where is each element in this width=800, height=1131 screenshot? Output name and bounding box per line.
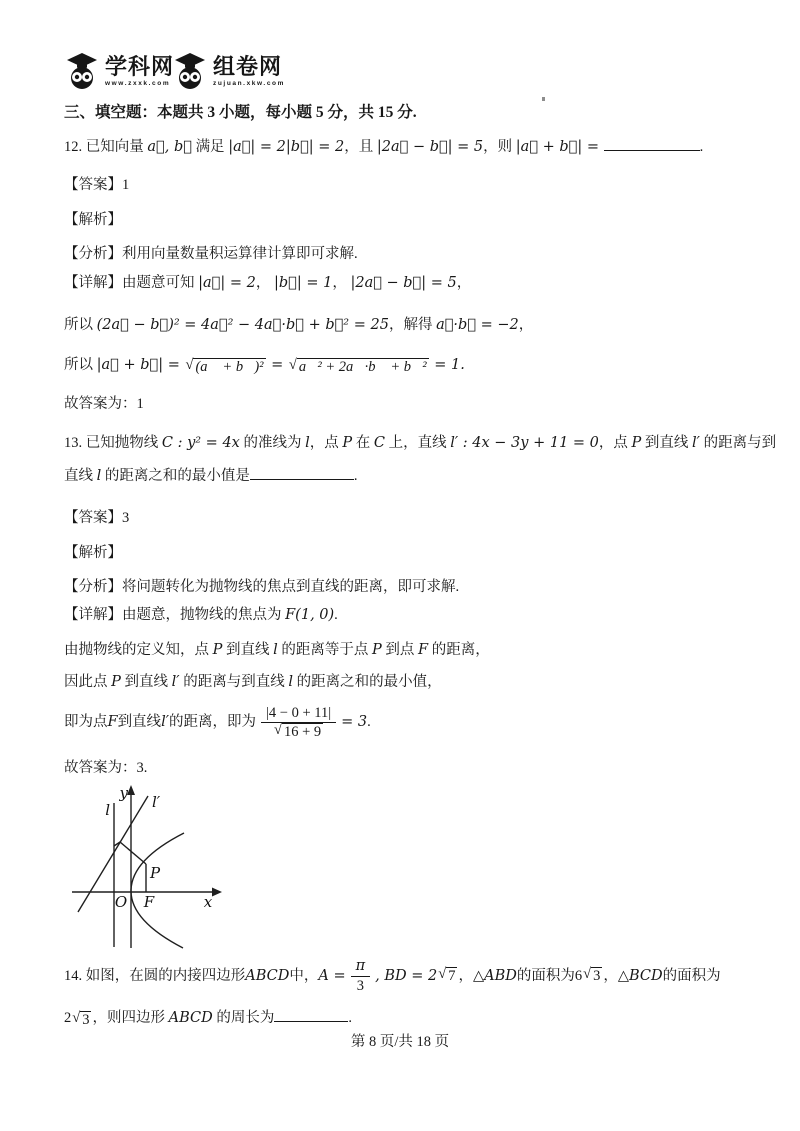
text-segment: 的距离与到直线 bbox=[179, 674, 289, 690]
text-segment: 到直线 bbox=[120, 674, 172, 690]
text-segment: ， bbox=[332, 275, 351, 291]
text-segment: 13. 已知抛物线 bbox=[64, 435, 162, 451]
radical-sign: √ bbox=[273, 721, 282, 738]
radicand: 7 bbox=[448, 968, 456, 985]
text-segment: 中， bbox=[289, 967, 319, 984]
radical bbox=[72, 1011, 91, 1029]
logo-title: 组卷网 bbox=[213, 53, 283, 79]
q12-answer: 【答案】1 bbox=[64, 177, 130, 193]
math-segment: a⃗·b⃗ = −2 bbox=[436, 317, 519, 333]
text-segment: 的距离之和的最小值， bbox=[292, 674, 442, 690]
text-segment: 满足 bbox=[191, 139, 229, 155]
math-segment: 6 bbox=[574, 967, 583, 984]
q13-answer: 【答案】3 bbox=[64, 510, 130, 526]
math-segment: △BCD bbox=[617, 967, 663, 984]
math-segment: |a⃗ + b⃗| = bbox=[515, 139, 604, 155]
text-segment: ，且 bbox=[344, 139, 377, 155]
stray-mark bbox=[542, 97, 545, 101]
text-segment: 的距离之和的最小值是 bbox=[101, 468, 250, 484]
math-segment: F bbox=[107, 713, 118, 730]
text-segment: 到直线 bbox=[222, 642, 274, 658]
radical-sign: √ bbox=[583, 966, 592, 983]
text-segment: . bbox=[334, 607, 338, 623]
math-segment: , BD = 2 bbox=[375, 967, 438, 984]
section-title: 三、填空题：本题共 3 小题，每小题 5 分，共 15 分. bbox=[64, 104, 417, 121]
q13-line2 bbox=[64, 637, 490, 664]
fraction-numerator: π bbox=[351, 957, 371, 976]
text-segment: 上，直线 bbox=[385, 435, 451, 451]
label-x-axis: x bbox=[203, 893, 213, 911]
text-segment: ，则四边形 bbox=[92, 1010, 169, 1026]
q13-fenxi: 【分析】将问题转化为抛物线的焦点到直线的距离，即可求解. bbox=[64, 579, 460, 595]
label-focus-F: F bbox=[143, 893, 155, 911]
radicand: (a⃗ + b⃗)² bbox=[195, 359, 264, 375]
q13-line4 bbox=[64, 700, 371, 744]
q12-step2 bbox=[64, 352, 465, 379]
x-axis-arrow bbox=[212, 888, 222, 897]
q13-line3 bbox=[64, 669, 442, 696]
math-segment: l bbox=[273, 642, 278, 658]
text-segment: 的面积为 bbox=[662, 967, 721, 984]
math-segment: P bbox=[372, 642, 382, 658]
label-point-P: P bbox=[150, 864, 161, 882]
fraction-numerator: |4 − 0 + 11| bbox=[261, 704, 336, 723]
math-segment: l′ bbox=[692, 435, 700, 451]
label-line-l: l bbox=[105, 801, 110, 819]
math-segment: A = bbox=[318, 967, 346, 984]
radical-sign: √ bbox=[288, 357, 297, 373]
text-segment: 【详解】由题意可知 bbox=[64, 275, 199, 291]
fraction bbox=[261, 704, 336, 741]
q13-answer-blank bbox=[250, 465, 354, 480]
math-segment: ABCD bbox=[168, 1010, 213, 1026]
math-segment: P bbox=[111, 674, 121, 690]
q12-step1 bbox=[64, 312, 533, 339]
logo-xuekewang bbox=[64, 52, 174, 90]
text-segment: 所以 bbox=[64, 317, 97, 333]
q12-jiexi: 【解析】 bbox=[64, 212, 122, 228]
math-segment: P bbox=[212, 642, 223, 658]
radicand: 3 bbox=[593, 968, 601, 985]
q13-stem-line2 bbox=[64, 463, 358, 490]
text-segment: . bbox=[353, 468, 358, 484]
math-segment: a⃗, b⃗ bbox=[147, 139, 192, 155]
text-segment: . bbox=[348, 1010, 352, 1026]
radical bbox=[289, 358, 429, 376]
q13-figure bbox=[66, 784, 224, 956]
math-segment: l′ bbox=[171, 674, 180, 690]
q14-answer-blank bbox=[274, 1007, 348, 1022]
math-segment: l′ bbox=[161, 713, 169, 730]
q13-detail bbox=[64, 602, 338, 629]
text-segment: . bbox=[367, 713, 371, 730]
math-segment: |2a⃗ − b⃗| = 5 bbox=[376, 139, 484, 155]
radical bbox=[583, 967, 602, 985]
math-segment: |a⃗ + b⃗| = bbox=[96, 357, 185, 373]
radicand: a⃗² + 2a⃗·b⃗ + b⃗² bbox=[298, 359, 427, 375]
label-y-axis: y bbox=[119, 784, 128, 802]
text-segment: 到直线 bbox=[117, 713, 162, 730]
text-segment: ，解得 bbox=[388, 317, 437, 333]
logo-subtitle: www.zxxk.com bbox=[105, 80, 171, 88]
owl-cap-icon bbox=[64, 52, 100, 90]
text-segment: ， bbox=[456, 275, 472, 291]
math-segment: |2a⃗ − b⃗| = 5 bbox=[350, 275, 457, 291]
text-segment: ，则 bbox=[483, 139, 516, 155]
text-segment: ，点 bbox=[598, 435, 632, 451]
text-segment: 的距离等于点 bbox=[277, 642, 373, 658]
radical bbox=[438, 967, 457, 985]
radical bbox=[274, 723, 323, 741]
math-segment: = bbox=[266, 357, 288, 373]
text-segment: 即为点 bbox=[64, 713, 108, 730]
label-line-l-prime: l′ bbox=[152, 793, 161, 811]
radical-sign: √ bbox=[438, 966, 447, 983]
math-segment: △ABD bbox=[472, 967, 517, 984]
math-segment: l′ : 4x − 3y + 11 = 0 bbox=[450, 435, 599, 451]
math-segment: l bbox=[305, 435, 310, 451]
text-segment: 所以 bbox=[64, 357, 97, 373]
math-segment: C : y² = 4x bbox=[161, 435, 240, 451]
radical bbox=[185, 358, 265, 376]
fraction-denominator bbox=[268, 723, 329, 741]
text-segment: 直线 bbox=[64, 468, 97, 484]
text-segment: 到点 bbox=[381, 642, 419, 658]
text-segment: ， bbox=[603, 967, 618, 984]
text-segment: ， bbox=[518, 317, 534, 333]
math-segment: = 1. bbox=[429, 357, 465, 373]
math-segment: P bbox=[631, 435, 642, 451]
q14-stem-line1 bbox=[64, 953, 721, 999]
math-segment: l bbox=[288, 674, 293, 690]
fraction-denominator: 3 bbox=[356, 977, 364, 994]
text-segment: ， bbox=[458, 967, 473, 984]
radicand: 3 bbox=[82, 1012, 90, 1028]
logo-title: 学科网 bbox=[105, 53, 175, 79]
radicand: 16 + 9 bbox=[283, 723, 322, 740]
logo-subtitle: zujuan.xkw.com bbox=[213, 80, 286, 88]
text-segment: 的距离，即为 bbox=[169, 713, 256, 730]
q14-stem-line2 bbox=[64, 1005, 352, 1032]
text-segment: 在 bbox=[352, 435, 374, 451]
logo-text bbox=[213, 55, 285, 87]
math-segment: l bbox=[96, 468, 102, 484]
text-segment: 的准线为 bbox=[239, 435, 306, 451]
math-segment: |a⃗| = 2|b⃗| = 2 bbox=[228, 139, 345, 155]
text-segment: 12. 已知向量 bbox=[64, 139, 148, 155]
text-segment: ，点 bbox=[309, 435, 343, 451]
q13-jiexi: 【解析】 bbox=[64, 545, 122, 561]
logo-text bbox=[105, 55, 174, 87]
math-segment: (2a⃗ − b⃗)² = 4a⃗² − 4a⃗·b⃗ + b⃗² = 25 bbox=[96, 317, 389, 333]
text-segment: 到直线 bbox=[641, 435, 693, 451]
math-segment: P bbox=[342, 435, 353, 451]
q12-answer-blank bbox=[604, 136, 700, 151]
math-segment: |b⃗| = 1 bbox=[273, 275, 333, 291]
math-segment: ABCD bbox=[245, 967, 290, 984]
text-segment: 【详解】由题意，抛物线的焦点为 bbox=[64, 607, 286, 623]
fraction bbox=[351, 957, 371, 994]
page-number-footer: 第 8 页/共 18 页 bbox=[350, 1034, 450, 1050]
q13-final: 故答案为：3. bbox=[64, 760, 148, 776]
math-segment: F bbox=[418, 642, 429, 658]
text-segment: 的面积为 bbox=[516, 967, 575, 984]
parabola-curve bbox=[131, 833, 184, 948]
q12-stem bbox=[64, 132, 703, 162]
text-segment: 14. 如图，在圆的内接四边形 bbox=[64, 967, 246, 984]
y-axis-arrow bbox=[127, 785, 135, 795]
q12-detail bbox=[64, 270, 471, 297]
logo-zujuanwang bbox=[172, 52, 285, 90]
radical-sign: √ bbox=[185, 357, 194, 373]
text-segment: 的距离与到 bbox=[699, 435, 777, 451]
radical-sign: √ bbox=[72, 1010, 81, 1026]
math-segment: = 3 bbox=[341, 713, 368, 730]
text-segment: . bbox=[699, 139, 704, 155]
text-segment: 的周长为 bbox=[212, 1010, 275, 1026]
owl-cap-icon bbox=[172, 52, 208, 90]
text-segment: ， bbox=[255, 275, 274, 291]
math-segment: |a⃗| = 2 bbox=[198, 275, 256, 291]
text-segment: 的距离， bbox=[428, 642, 490, 658]
label-origin-O: O bbox=[114, 893, 128, 911]
text-segment: 由抛物线的定义知，点 bbox=[64, 642, 213, 658]
math-segment: C bbox=[373, 435, 385, 451]
math-segment: 2 bbox=[64, 1010, 72, 1026]
q12-fenxi: 【分析】利用向量数量积运算律计算即可求解. bbox=[64, 246, 358, 262]
q12-final: 故答案为：1 bbox=[64, 396, 144, 412]
text-segment: 因此点 bbox=[64, 674, 112, 690]
line-l-prime bbox=[78, 796, 148, 912]
math-segment: F(1, 0) bbox=[285, 607, 335, 623]
q13-stem-line1 bbox=[64, 430, 776, 457]
